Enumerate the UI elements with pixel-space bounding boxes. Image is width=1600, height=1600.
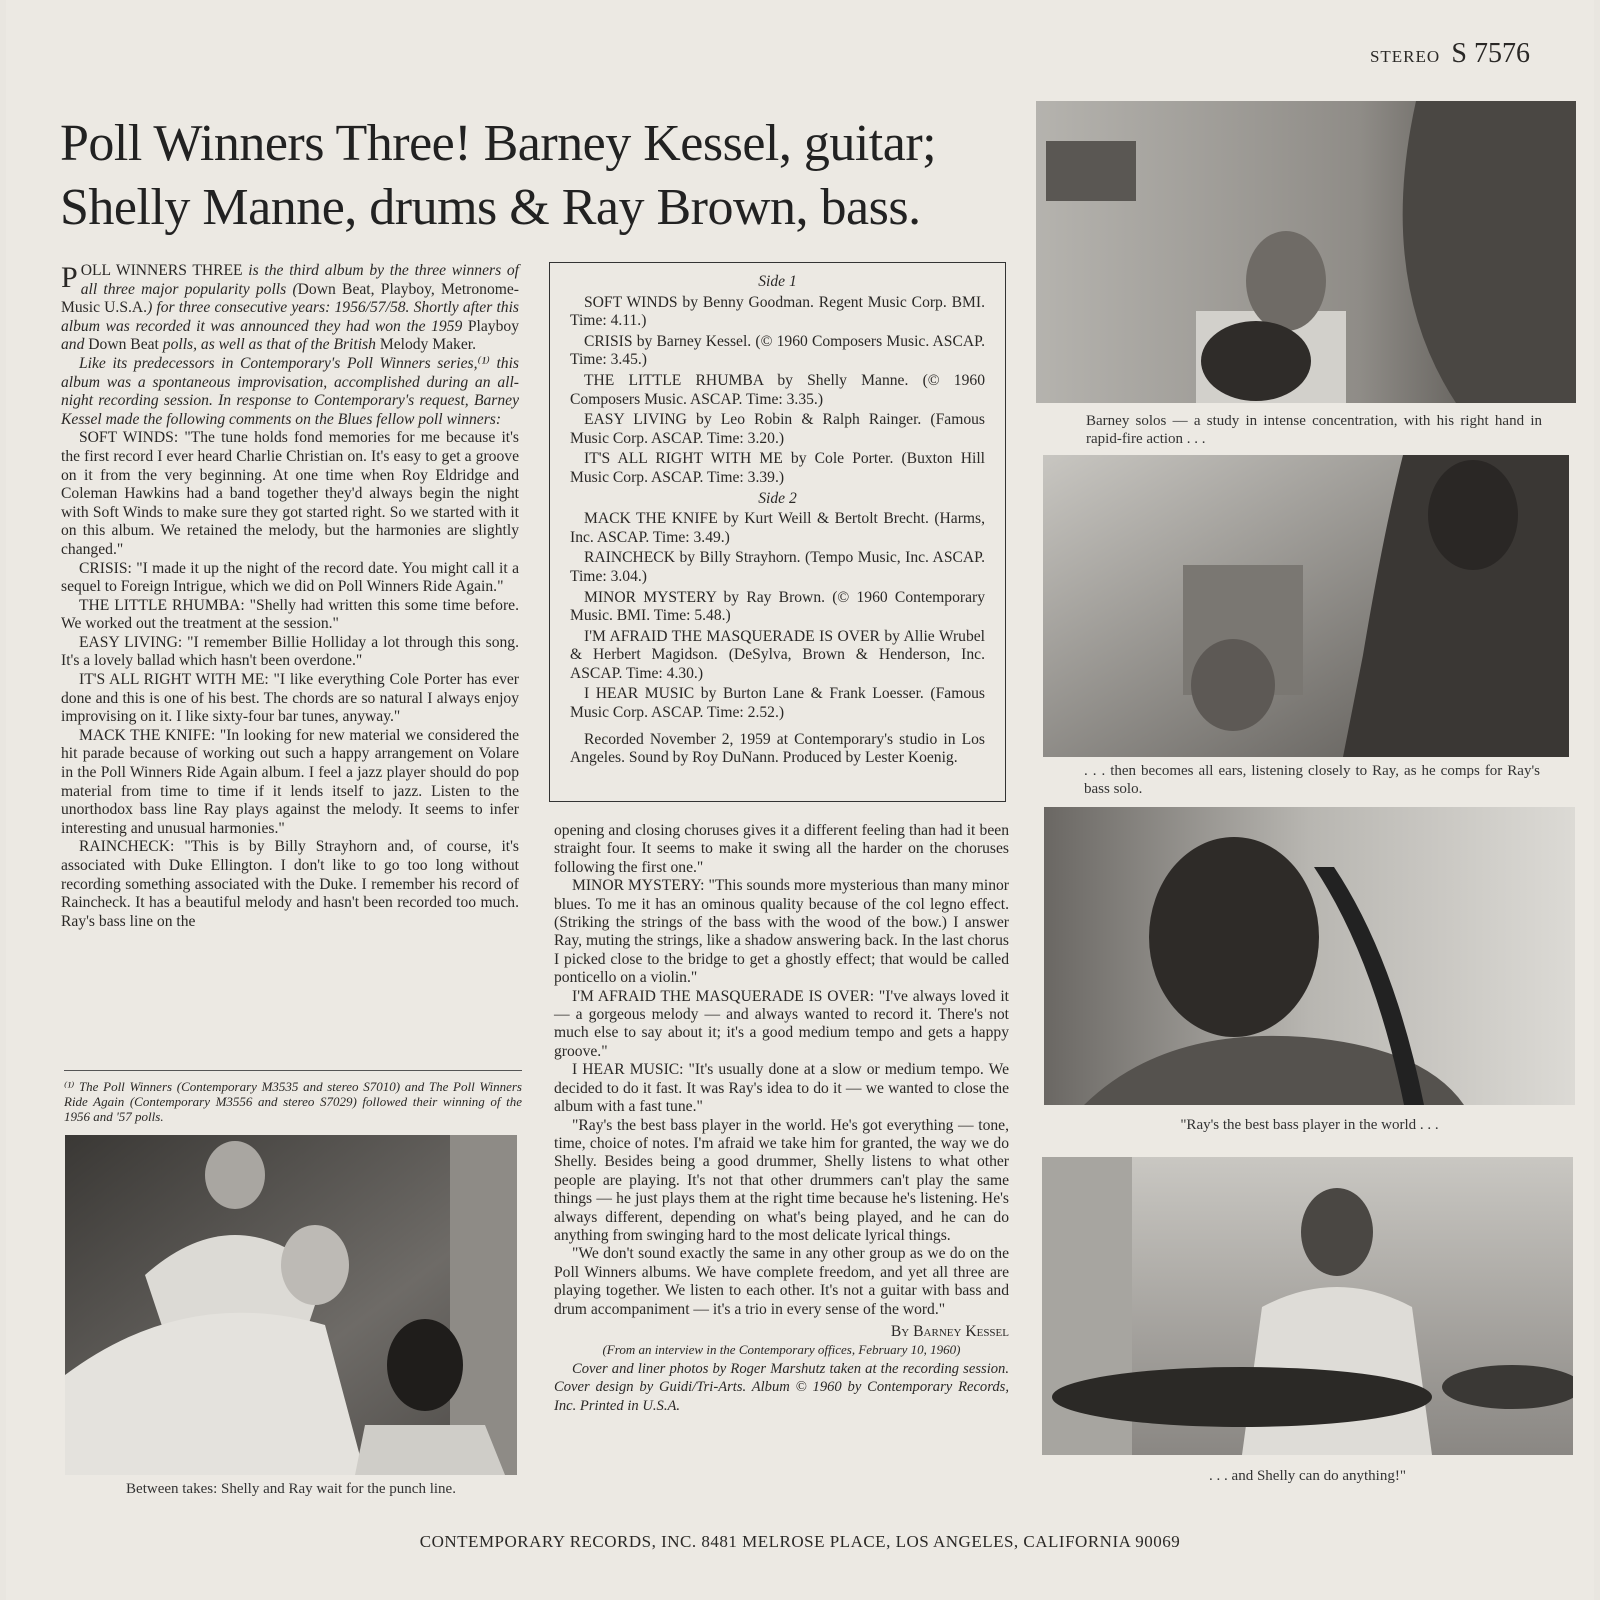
catalog-code: S 7576 [1451,38,1530,69]
dropcap: P [61,261,78,294]
caption-photo-3: "Ray's the best bass player in the world . . . [1180,1117,1439,1133]
interview-note: (From an interview in the Contemporary offices, February 10, 1960) [602,1342,961,1358]
paragraph-i-hear-music: I HEAR MUSIC: "It's usually done at a slow or medium tempo. We decided to do it fast. It was Ray's idea to do it — we wanted to close the album with a fast tune." [554,1061,1009,1116]
track-item: I'M AFRAID THE MASQUERADE IS OVER by Allie Wrubel & Herbert Magidson. (DeSylva, Brown & Henderson, Inc. ASCAP. Time: 4.30.) [570,627,985,682]
liner-notes-sheet [6,0,1594,1600]
paragraph-minor-mystery: MINOR MYSTERY: "This sounds more mysterious than many minor blues. To me it has an ominous quality because of the col legno effect. (Striking the strings of the bass with the wood of the bow.) I answer Ray, muting the strings, like a shadow answering back. In the last chorus I picked close to the bridge to get a ghostly effect; that would be called ponticello on a violin." [554,877,1009,987]
headline [60,112,1020,240]
track-item: MACK THE KNIFE by Kurt Weill & Bertolt Brecht. (Harms, Inc. ASCAP. Time: 3.49.) [570,510,985,546]
paragraph-soft-winds: SOFT WINDS: "The tune holds fond memories for me because it's the first record I ever heard Charlie Christian on. It's easy to get a groove on it from the very beginning. At one time when Roy Eldridge and Coleman Hawkins had a band together they'd always begin the night with Soft Winds to make sure they got started right. So we started with it on this album. We retained the melody, but the harmonies are slightly changed." [61,429,519,558]
photo-ray-brown [1044,807,1575,1105]
photo-image [1042,1157,1573,1455]
caption-photo-left: Between takes: Shelly and Ray wait for the punch line. [126,1481,456,1497]
recording-info: Recorded November 2, 1959 at Contemporary's studio in Los Angeles. Sound by Roy DuNann. Produced by Lester Koenig. [570,730,985,767]
intro-paragraph: POLL WINNERS THREE is the third album by the three winners of all three major popularity polls (Down Beat, Playboy, Metronome-Music U.S.A.) for three consecutive years: 1956/57/58. Shortly after this album was recorded it was announced they had won the 1959 Playboy and Down Beat polls, as well as that of the British Melody Maker. [61,261,519,354]
paragraph-easy-living: EASY LIVING: "I remember Billie Holliday a lot through this song. It's a lovely ballad which hasn't been overdone." [61,633,519,670]
photo-image [1043,455,1569,757]
headline-line-1: Poll Winners Three! Barney Kessel, guitar; [60,115,937,172]
track-item: SOFT WINDS by Benny Goodman. Regent Music Corp. BMI. Time: 4.11.) [570,293,985,330]
paragraph-crisis: CRISIS: "I made it up the night of the record date. You might call it a sequel to Foreign Intrigue, which we did on Poll Winners Ride Again." [61,559,519,596]
footer-address: CONTEMPORARY RECORDS, INC. 8481 MELROSE PLACE, LOS ANGELES, CALIFORNIA 90069 [419,1532,1181,1551]
caption-photo-2: . . . then becomes all ears, listening closely to Ray, as he comps for Ray's bass solo. [1084,763,1540,797]
track-item: I HEAR MUSIC by Burton Lane & Frank Loesser. (Famous Music Corp. ASCAP. Time: 2.52.) [570,685,985,722]
catalog-number [1370,38,1530,70]
paragraph-little-rhumba: THE LITTLE RHUMBA: "Shelly had written this some time before. We worked out the treatment at the session." [61,596,519,633]
photo-image [1036,101,1576,403]
track-item: IT'S ALL RIGHT WITH ME by Cole Porter. (Buxton Hill Music Corp. ASCAP. Time: 3.39.) [570,450,985,486]
paragraph-mack-the-knife: MACK THE KNIFE: "In looking for new material we considered the hit parade because of working out such a happy arrangement on Volare in the Poll Winners Ride Again album. I feel a jazz player should do pop material from time to time if it lends itself to jazz. Listen to the unorthodox bass line Ray plays against the melody. It seems to infer interesting and unusual harmonies." [61,726,519,837]
track-item: MINOR MYSTERY by Ray Brown. (© 1960 Contemporary Music. BMI. Time: 5.48.) [570,588,985,625]
stereo-label: STEREO [1369,47,1441,66]
photo-image [1044,807,1575,1105]
track-item: EASY LIVING by Leo Robin & Ralph Rainger. (Famous Music Corp. ASCAP. Time: 3.20.) [570,411,985,447]
liner-notes-middle-column [554,822,1009,1415]
headline-line-2: Shelly Manne, drums & Ray Brown, bass. [60,179,921,236]
byline: By Barney Kessel [890,1322,1009,1340]
paragraph-raincheck: RAINCHECK: "This is by Billy Strayhorn and, of course, it's associated with Duke Ellington. I don't like to go too long without recording something associated with the Duke. I remember his record of Raincheck. It has a beautiful melody and hasn't been recorded too much. Ray's bass line on the [61,838,519,930]
paragraph-all-right-with-me: IT'S ALL RIGHT WITH ME: "I like everything Cole Porter has ever done and this is one of his best. The chords are so natural I always enjoy improvising on it. I like sixty-four bar tunes, anyway." [61,671,519,726]
track-item: CRISIS by Barney Kessel. (© 1960 Composers Music. ASCAP. Time: 3.45.) [570,332,985,369]
photo-barney-listening [1043,455,1569,757]
paragraph: opening and closing choruses gives it a different feeling than had it been straight four. It seems to make it swing all the harder on the choruses following the first one." [554,822,1009,876]
photo-barney-solos [1036,101,1576,403]
caption-photo-4: . . . and Shelly can do anything!" [1209,1468,1406,1484]
photo-image [65,1135,517,1475]
paragraph: "We don't sound exactly the same in any other group as we do on the Poll Winners albums. We have complete freedom, and yet all three are playing together. We listen to each other. It's not a guitar with bass and drum accompaniment — it's a trio in every sense of the word." [554,1245,1009,1318]
track-list-box [549,262,1006,802]
photo-shelly-manne [1042,1157,1573,1455]
paragraph: "Ray's the best bass player in the world. He's got everything — tone, time, choice of notes. I'm afraid we take him for granted, the way we do Shelly. Besides being a good drummer, Shelly listens to what other people are playing. It's not that other drummers can't play the same things — he just plays them at the right time because he's listening. He's always different, depending on what's being played, and he can do anything from swinging hard to the most delicate lyrical things. [554,1116,1009,1244]
footnote: ⁽¹⁾ The Poll Winners (Contemporary M3535 and stereo S7010) and The Poll Winners Ride Again (Contemporary M3556 and stereo S7029) followed their winning of the 1956 and '57 polls. [64,1070,522,1124]
track-item: THE LITTLE RHUMBA by Shelly Manne. (© 1960 Composers Music. ASCAP. Time: 3.35.) [570,371,985,408]
side-1-heading: Side 1 [758,273,797,290]
liner-notes-left-column [61,262,519,931]
paragraph-masquerade: I'M AFRAID THE MASQUERADE IS OVER: "I've always loved it — a gorgeous melody — and always wanted to record it. There's not much else to say about it; it's a good medium tempo and gets a happy groove." [554,987,1009,1060]
caption-photo-1: Barney solos — a study in intense concentration, with his right hand in rapid-fire action . . . [1086,413,1542,447]
credits: Cover and liner photos by Roger Marshutz taken at the recording session. Cover design by Guidi/Tri-Arts. Album © 1960 by Contemporary Records, Inc. Printed in U.S.A. [554,1360,1009,1414]
paragraph: Like its predecessors in Contemporary's Poll Winners series,⁽¹⁾ this album was a spontaneous improvisation, accomplished during an all-night recording session. In response to Contemporary's request, Barney Kessel made the following comments on the Blues fellow poll winners: [61,354,519,428]
photo-between-takes [65,1135,517,1475]
track-item: RAINCHECK by Billy Strayhorn. (Tempo Music, Inc. ASCAP. Time: 3.04.) [570,549,985,585]
side-2-heading: Side 2 [758,489,797,507]
